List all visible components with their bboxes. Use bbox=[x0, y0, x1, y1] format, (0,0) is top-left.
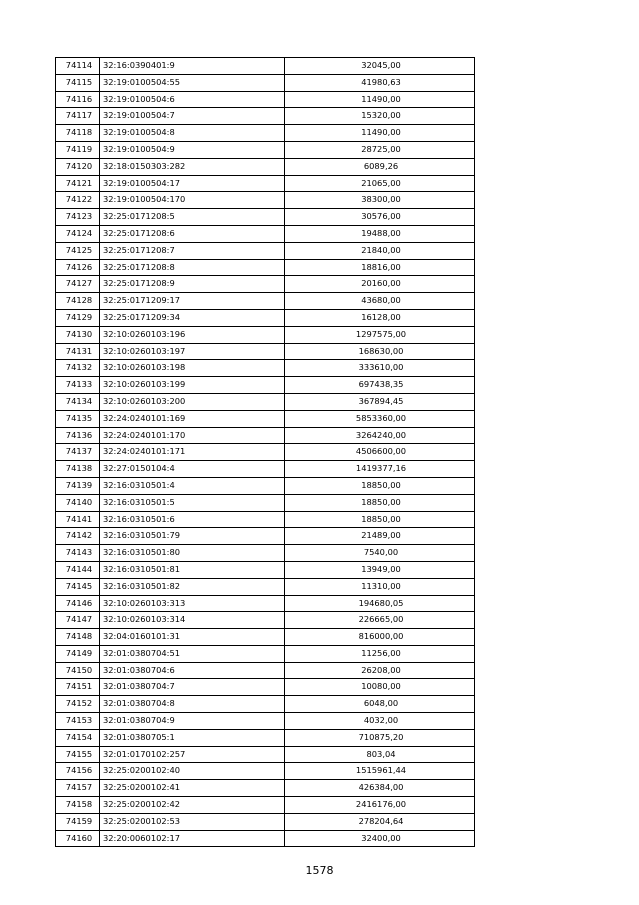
cadastral-number-cell: 32:10:0260103:199 bbox=[100, 377, 285, 394]
table-row bbox=[56, 58, 475, 75]
value-cell: 11490,00 bbox=[285, 91, 475, 108]
cadastral-number-cell: 32:18:0150303:282 bbox=[100, 158, 285, 175]
value-cell: 43680,00 bbox=[285, 293, 475, 310]
row-number-cell: 74158 bbox=[56, 797, 100, 814]
row-number-cell: 74114 bbox=[56, 58, 100, 75]
value-cell: 10080,00 bbox=[285, 679, 475, 696]
row-number-cell: 74155 bbox=[56, 746, 100, 763]
value-cell: 18816,00 bbox=[285, 259, 475, 276]
table-row bbox=[56, 225, 475, 242]
table-row bbox=[56, 175, 475, 192]
table-row bbox=[56, 360, 475, 377]
table-row bbox=[56, 578, 475, 595]
table-body bbox=[56, 58, 475, 847]
cadastral-number-cell: 32:10:0260103:197 bbox=[100, 343, 285, 360]
value-cell: 697438,35 bbox=[285, 377, 475, 394]
row-number-cell: 74128 bbox=[56, 293, 100, 310]
table-row bbox=[56, 108, 475, 125]
value-cell: 226665,00 bbox=[285, 612, 475, 629]
value-cell: 3264240,00 bbox=[285, 427, 475, 444]
cadastral-number-cell: 32:25:0200102:53 bbox=[100, 813, 285, 830]
table-row bbox=[56, 259, 475, 276]
row-number-cell: 74135 bbox=[56, 410, 100, 427]
cadastral-number-cell: 32:10:0260103:314 bbox=[100, 612, 285, 629]
cadastral-number-cell: 32:10:0260103:313 bbox=[100, 595, 285, 612]
row-number-cell: 74125 bbox=[56, 242, 100, 259]
cadastral-value-table bbox=[55, 57, 475, 847]
cadastral-number-cell: 32:24:0240101:170 bbox=[100, 427, 285, 444]
value-cell: 18850,00 bbox=[285, 511, 475, 528]
value-cell: 426384,00 bbox=[285, 780, 475, 797]
row-number-cell: 74118 bbox=[56, 125, 100, 142]
table-row bbox=[56, 326, 475, 343]
cadastral-number-cell: 32:19:0100504:9 bbox=[100, 141, 285, 158]
cadastral-number-cell: 32:16:0310501:4 bbox=[100, 477, 285, 494]
row-number-cell: 74123 bbox=[56, 209, 100, 226]
value-cell: 4506600,00 bbox=[285, 444, 475, 461]
row-number-cell: 74121 bbox=[56, 175, 100, 192]
value-cell: 6089,26 bbox=[285, 158, 475, 175]
table-row bbox=[56, 679, 475, 696]
table-row bbox=[56, 141, 475, 158]
row-number-cell: 74120 bbox=[56, 158, 100, 175]
cadastral-number-cell: 32:25:0171208:5 bbox=[100, 209, 285, 226]
cadastral-number-cell: 32:16:0390401:9 bbox=[100, 58, 285, 75]
row-number-cell: 74147 bbox=[56, 612, 100, 629]
table-row bbox=[56, 91, 475, 108]
table-row bbox=[56, 276, 475, 293]
row-number-cell: 74151 bbox=[56, 679, 100, 696]
cadastral-number-cell: 32:25:0171208:8 bbox=[100, 259, 285, 276]
cadastral-number-cell: 32:24:0240101:169 bbox=[100, 410, 285, 427]
value-cell: 15320,00 bbox=[285, 108, 475, 125]
table-row bbox=[56, 645, 475, 662]
row-number-cell: 74138 bbox=[56, 461, 100, 478]
row-number-cell: 74160 bbox=[56, 830, 100, 847]
table-row bbox=[56, 612, 475, 629]
value-cell: 1297575,00 bbox=[285, 326, 475, 343]
row-number-cell: 74131 bbox=[56, 343, 100, 360]
row-number-cell: 74132 bbox=[56, 360, 100, 377]
cadastral-number-cell: 32:01:0380704:8 bbox=[100, 696, 285, 713]
cadastral-number-cell: 32:25:0200102:42 bbox=[100, 797, 285, 814]
value-cell: 2416176,00 bbox=[285, 797, 475, 814]
row-number-cell: 74146 bbox=[56, 595, 100, 612]
value-cell: 20160,00 bbox=[285, 276, 475, 293]
table-row bbox=[56, 192, 475, 209]
row-number-cell: 74130 bbox=[56, 326, 100, 343]
cadastral-number-cell: 32:01:0380705:1 bbox=[100, 729, 285, 746]
value-cell: 11490,00 bbox=[285, 125, 475, 142]
value-cell: 26208,00 bbox=[285, 662, 475, 679]
row-number-cell: 74122 bbox=[56, 192, 100, 209]
cadastral-number-cell: 32:19:0100504:6 bbox=[100, 91, 285, 108]
row-number-cell: 74129 bbox=[56, 309, 100, 326]
value-cell: 16128,00 bbox=[285, 309, 475, 326]
value-cell: 5853360,00 bbox=[285, 410, 475, 427]
cadastral-number-cell: 32:01:0380704:7 bbox=[100, 679, 285, 696]
table-row bbox=[56, 393, 475, 410]
value-cell: 803,04 bbox=[285, 746, 475, 763]
row-number-cell: 74152 bbox=[56, 696, 100, 713]
table-row bbox=[56, 595, 475, 612]
cadastral-number-cell: 32:25:0200102:40 bbox=[100, 763, 285, 780]
row-number-cell: 74126 bbox=[56, 259, 100, 276]
value-cell: 18850,00 bbox=[285, 494, 475, 511]
table-row bbox=[56, 343, 475, 360]
table-row bbox=[56, 696, 475, 713]
cadastral-number-cell: 32:01:0170102:257 bbox=[100, 746, 285, 763]
table-row bbox=[56, 74, 475, 91]
table-row bbox=[56, 629, 475, 646]
table-row bbox=[56, 561, 475, 578]
row-number-cell: 74154 bbox=[56, 729, 100, 746]
table-row bbox=[56, 377, 475, 394]
row-number-cell: 74149 bbox=[56, 645, 100, 662]
value-cell: 816000,00 bbox=[285, 629, 475, 646]
value-cell: 1515961,44 bbox=[285, 763, 475, 780]
table-row bbox=[56, 797, 475, 814]
table-row bbox=[56, 209, 475, 226]
table-row bbox=[56, 662, 475, 679]
row-number-cell: 74136 bbox=[56, 427, 100, 444]
row-number-cell: 74115 bbox=[56, 74, 100, 91]
value-cell: 21840,00 bbox=[285, 242, 475, 259]
cadastral-number-cell: 32:16:0310501:82 bbox=[100, 578, 285, 595]
table-row bbox=[56, 545, 475, 562]
table-row bbox=[56, 242, 475, 259]
row-number-cell: 74116 bbox=[56, 91, 100, 108]
cadastral-number-cell: 32:19:0100504:17 bbox=[100, 175, 285, 192]
cadastral-number-cell: 32:01:0380704:9 bbox=[100, 713, 285, 730]
value-cell: 11310,00 bbox=[285, 578, 475, 595]
row-number-cell: 74139 bbox=[56, 477, 100, 494]
value-cell: 367894,45 bbox=[285, 393, 475, 410]
cadastral-number-cell: 32:10:0260103:198 bbox=[100, 360, 285, 377]
cadastral-number-cell: 32:19:0100504:8 bbox=[100, 125, 285, 142]
row-number-cell: 74127 bbox=[56, 276, 100, 293]
value-cell: 710875,20 bbox=[285, 729, 475, 746]
table-row bbox=[56, 729, 475, 746]
cadastral-number-cell: 32:04:0160101:31 bbox=[100, 629, 285, 646]
cadastral-number-cell: 32:19:0100504:55 bbox=[100, 74, 285, 91]
cadastral-number-cell: 32:01:0380704:51 bbox=[100, 645, 285, 662]
cadastral-number-cell: 32:25:0171208:6 bbox=[100, 225, 285, 242]
table-row bbox=[56, 461, 475, 478]
cadastral-number-cell: 32:16:0310501:5 bbox=[100, 494, 285, 511]
cadastral-number-cell: 32:25:0171209:34 bbox=[100, 309, 285, 326]
table-row bbox=[56, 830, 475, 847]
row-number-cell: 74140 bbox=[56, 494, 100, 511]
value-cell: 6048,00 bbox=[285, 696, 475, 713]
row-number-cell: 74153 bbox=[56, 713, 100, 730]
table-row bbox=[56, 763, 475, 780]
cadastral-number-cell: 32:19:0100504:7 bbox=[100, 108, 285, 125]
cadastral-number-cell: 32:10:0260103:196 bbox=[100, 326, 285, 343]
row-number-cell: 74144 bbox=[56, 561, 100, 578]
table-row bbox=[56, 477, 475, 494]
cadastral-number-cell: 32:01:0380704:6 bbox=[100, 662, 285, 679]
value-cell: 18850,00 bbox=[285, 477, 475, 494]
value-cell: 19488,00 bbox=[285, 225, 475, 242]
table-row bbox=[56, 158, 475, 175]
row-number-cell: 74124 bbox=[56, 225, 100, 242]
cadastral-number-cell: 32:24:0240101:171 bbox=[100, 444, 285, 461]
cadastral-number-cell: 32:25:0171208:7 bbox=[100, 242, 285, 259]
cadastral-number-cell: 32:16:0310501:81 bbox=[100, 561, 285, 578]
table-row bbox=[56, 511, 475, 528]
row-number-cell: 74148 bbox=[56, 629, 100, 646]
table-row bbox=[56, 293, 475, 310]
value-cell: 28725,00 bbox=[285, 141, 475, 158]
cadastral-number-cell: 32:10:0260103:200 bbox=[100, 393, 285, 410]
cadastral-number-cell: 32:16:0310501:6 bbox=[100, 511, 285, 528]
value-cell: 38300,00 bbox=[285, 192, 475, 209]
row-number-cell: 74119 bbox=[56, 141, 100, 158]
value-cell: 7540,00 bbox=[285, 545, 475, 562]
table-row bbox=[56, 780, 475, 797]
row-number-cell: 74157 bbox=[56, 780, 100, 797]
row-number-cell: 74137 bbox=[56, 444, 100, 461]
cadastral-number-cell: 32:25:0171209:17 bbox=[100, 293, 285, 310]
value-cell: 168630,00 bbox=[285, 343, 475, 360]
value-cell: 1419377,16 bbox=[285, 461, 475, 478]
cadastral-number-cell: 32:16:0310501:79 bbox=[100, 528, 285, 545]
row-number-cell: 74134 bbox=[56, 393, 100, 410]
cadastral-number-cell: 32:25:0200102:41 bbox=[100, 780, 285, 797]
value-cell: 194680,05 bbox=[285, 595, 475, 612]
table-row bbox=[56, 713, 475, 730]
row-number-cell: 74145 bbox=[56, 578, 100, 595]
value-cell: 21489,00 bbox=[285, 528, 475, 545]
row-number-cell: 74133 bbox=[56, 377, 100, 394]
table-row bbox=[56, 813, 475, 830]
table-row bbox=[56, 528, 475, 545]
table-row bbox=[56, 746, 475, 763]
value-cell: 333610,00 bbox=[285, 360, 475, 377]
value-cell: 32045,00 bbox=[285, 58, 475, 75]
row-number-cell: 74156 bbox=[56, 763, 100, 780]
table-row bbox=[56, 125, 475, 142]
row-number-cell: 74141 bbox=[56, 511, 100, 528]
value-cell: 278204,64 bbox=[285, 813, 475, 830]
table-row bbox=[56, 309, 475, 326]
row-number-cell: 74143 bbox=[56, 545, 100, 562]
cadastral-number-cell: 32:25:0171208:9 bbox=[100, 276, 285, 293]
cadastral-number-cell: 32:16:0310501:80 bbox=[100, 545, 285, 562]
cadastral-number-cell: 32:20:0060102:17 bbox=[100, 830, 285, 847]
cadastral-number-cell: 32:27:0150104:4 bbox=[100, 461, 285, 478]
value-cell: 11256,00 bbox=[285, 645, 475, 662]
row-number-cell: 74150 bbox=[56, 662, 100, 679]
page-number: 1578 bbox=[305, 864, 334, 877]
row-number-cell: 74117 bbox=[56, 108, 100, 125]
cadastral-number-cell: 32:19:0100504:170 bbox=[100, 192, 285, 209]
row-number-cell: 74142 bbox=[56, 528, 100, 545]
value-cell: 41980,63 bbox=[285, 74, 475, 91]
row-number-cell: 74159 bbox=[56, 813, 100, 830]
value-cell: 32400,00 bbox=[285, 830, 475, 847]
value-cell: 30576,00 bbox=[285, 209, 475, 226]
value-cell: 13949,00 bbox=[285, 561, 475, 578]
table-row bbox=[56, 410, 475, 427]
value-cell: 21065,00 bbox=[285, 175, 475, 192]
table-row bbox=[56, 444, 475, 461]
table-row bbox=[56, 427, 475, 444]
table-row bbox=[56, 494, 475, 511]
value-cell: 4032,00 bbox=[285, 713, 475, 730]
